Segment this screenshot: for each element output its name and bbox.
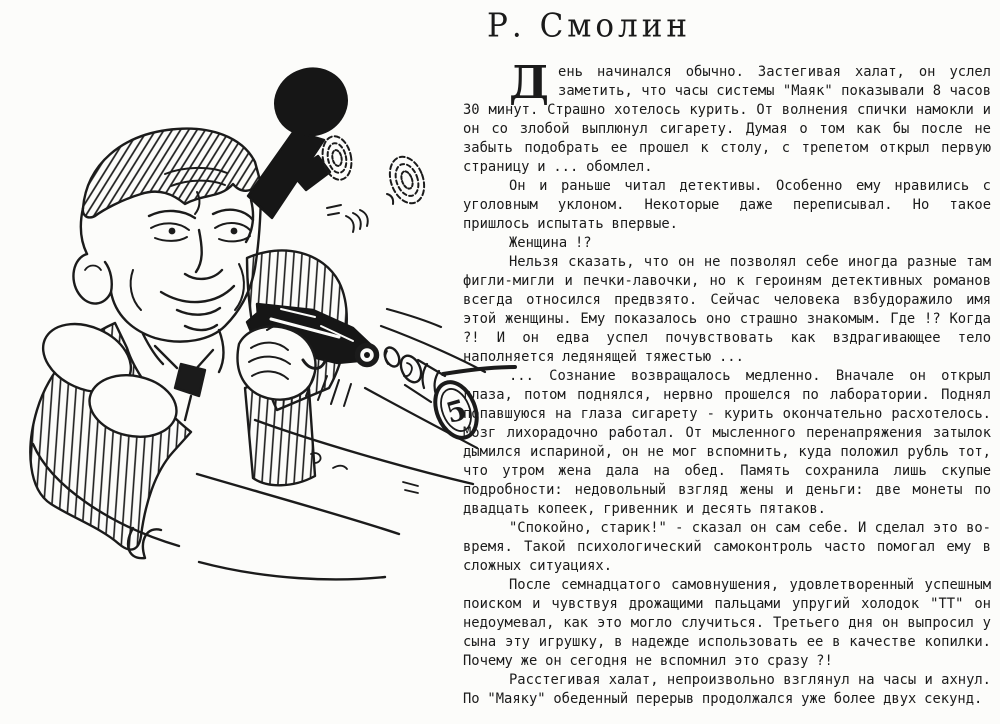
smirk-mouth <box>161 286 234 330</box>
tt-pistol <box>238 304 377 406</box>
story-paragraph: "Спокойно, старик!" - сказал он сам себе. И сделал это во-время. Такой психологический самоконтроль часто помогал ему в сложных ситуациях. <box>463 520 991 574</box>
fingerprint-smudges <box>319 134 431 232</box>
nose <box>185 230 222 279</box>
man-head <box>73 129 261 342</box>
hair <box>83 129 261 218</box>
story-paragraph: Женщина !? <box>509 235 592 251</box>
story-paragraph <box>463 56 991 177</box>
story-paragraph: Нельзя сказать, что он не позволял себе иногда разные там фигли-мигли и печки-лавочки, но к героиням детективных романов всегда относился предвзято. Сейчас человека взбудоражило имя этой женщины. Ему показалось оно страшно знакомым. Где !? Когда ?! И он едва успел почувствовать как вздрагивающее тело наполняется ледянящей тяжестью ... <box>463 254 991 365</box>
paragraph-text: ень начинался обычно. Застегивая халат, он услел заметить, что часы системы "Маяк" показывали 8 часов 30 минут. Страшно хотелось курить. От волнения спички намокли и он со злобой выплюнул сигарету. Думая о том как бы после не забыть подобрать ее прошел к столу, с трепетом открыл первую страницу и ... обомлел. <box>463 64 991 175</box>
key-bulb <box>267 59 356 144</box>
drop-cap: Д <box>509 56 550 109</box>
cartoon-man-with-key-and-pistol-illustration <box>15 58 495 663</box>
coin-numeral: 5 <box>442 392 471 430</box>
story-paragraph: ... Сознание возвращалось медленно. Вначале он открыл глаза, потом поднялся, нервно прошелся по лаборатории. Поднял попавшуюся на глаза сигарету - курить окончательно расхотелось. Мозг лихорадочно работал. От мысленного перенапряжения затылок дымился испариной, он не мог вспомнить, куда положил рубль тот, что утром жена дала на обед. Память сохранила лишь скупые подробности: недовольный взгляд жены и деньги: две монеты по двадцать копеек, гривенник и десять пятаков. <box>463 368 991 517</box>
story-paragraph: Расстегивая халат, непроизвольно взглянул на часы и ахнул. По "Маяку" обеденный перерыв продолжался уже более двух секунд. <box>463 672 991 707</box>
story-text-column <box>463 56 991 709</box>
story-paragraph: Он и раньше читал детективы. Особенно ему нравились с уголовным уклоном. Некоторые даже переписывал. Но такое пришлось испытать впервые. <box>463 178 991 232</box>
story-paragraph: После семнадцатого самовнушения, удовлетворенный успешным поиском и чувствуя дрожащими пальцами упругий холодок "ТТ" он недоумевал, как это могло случиться. Третьего дня он выпросил у сына эту игрушку, в надежде использовать ее в качестве копилки. Почему же он сегодня не вспомнил это сразу ?! <box>463 577 991 669</box>
eyebrows <box>149 210 253 220</box>
striped-jacket <box>30 311 191 558</box>
author-byline: Р. Смолин <box>487 6 692 46</box>
ear <box>73 254 111 304</box>
